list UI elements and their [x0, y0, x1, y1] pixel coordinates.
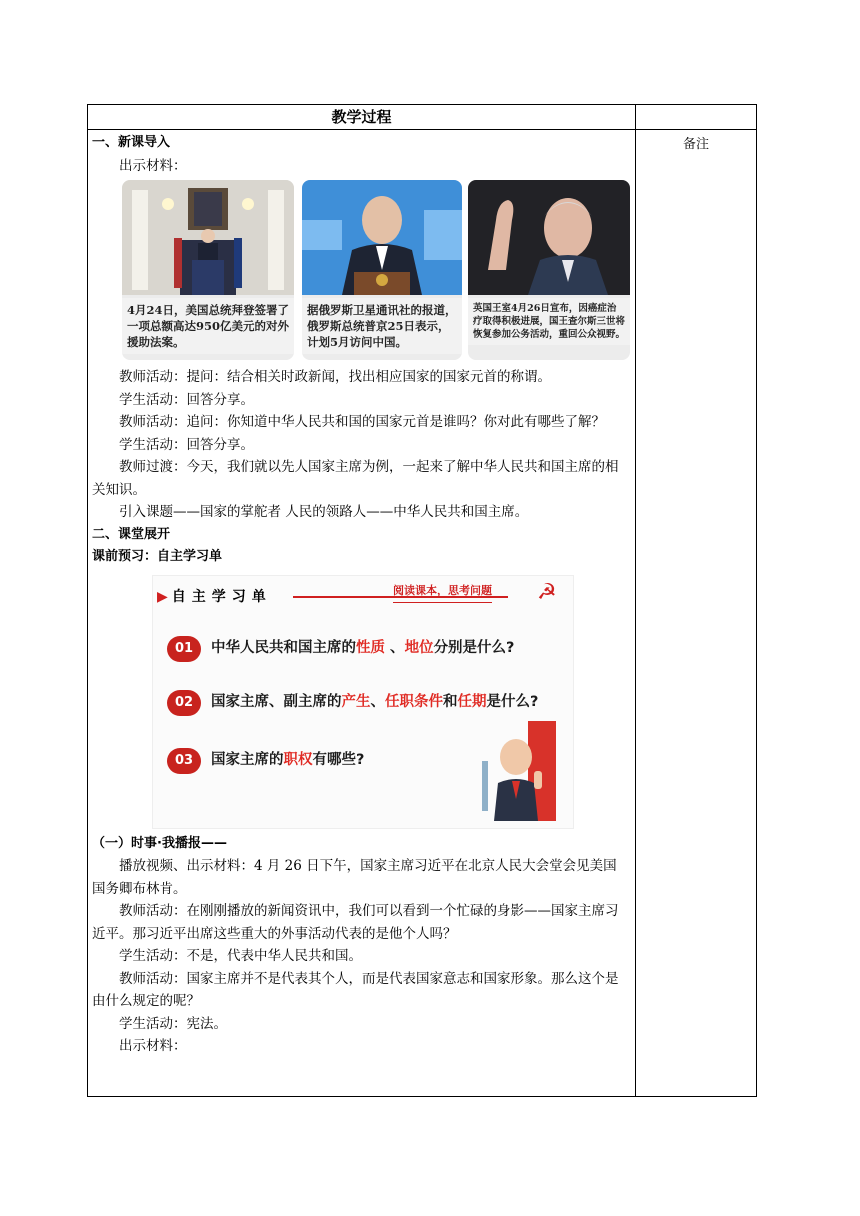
- paragraph: 教师活动：国家主席并不是代表其个人，而是代表国家意志和国家形象。那么这个是由什么规定的呢？: [92, 970, 619, 1009]
- paragraph: 出示材料：: [119, 1038, 187, 1054]
- paragraph: 教师过渡：今天，我们就以先人国家主席为例，一起来了解中华人民共和国主席的相关知识。: [92, 459, 619, 498]
- question-number: 02: [167, 690, 201, 716]
- biden-news-image: [122, 180, 294, 360]
- question-3: [167, 748, 364, 774]
- paragraph: 学生活动：不是，代表中华人民共和国。: [119, 948, 362, 964]
- question-text: 国家主席、副主席的产生、任职条件和任期是什么?: [211, 694, 539, 711]
- paragraph: 播放视频、出示材料：4 月 26 日下午，国家主席习近平在北京人民大会堂会见美国国务卿布林肯。: [92, 858, 617, 897]
- white-house-photo-icon: [122, 180, 294, 295]
- question-number: 01: [167, 636, 201, 662]
- paragraph: 教师活动：在刚刚播放的新闻资讯中，我们可以看到一个忙碌的身影——国家主席习近平。那习近平出席这些重大的外事活动代表的是他个人吗？: [92, 903, 619, 942]
- cartoon-leader-icon: [478, 721, 556, 821]
- king-charles-caption: 英国王室4月26日宣布，因癌症治疗取得积极进展，国王查尔斯三世将恢复参加公务活动，重回公众视野。: [468, 298, 630, 345]
- table-header-row: [88, 105, 756, 130]
- question-number: 03: [167, 748, 201, 774]
- section2-heading: 二、课堂展开: [92, 526, 171, 542]
- paragraph: 学生活动：回答分享。: [119, 391, 254, 408]
- card-title: ▶ 自主学习单: [157, 588, 272, 605]
- waving-king-photo-icon: [468, 180, 630, 295]
- question-text: 国家主席的职权有哪些?: [211, 752, 365, 769]
- press-conference-photo-icon: [302, 180, 462, 295]
- paragraph: 教师活动：追问：你知道中华人民共和国的国家元首是谁吗？你对此有哪些了解？: [119, 414, 605, 430]
- triangle-icon: ▶: [157, 588, 168, 605]
- preview-heading: 课前预习：自主学习单: [92, 549, 223, 564]
- question-2: [167, 690, 538, 716]
- sub1-heading: （一）时事·我播报——: [92, 835, 227, 851]
- section1-heading: 一、新课导入: [92, 135, 171, 150]
- hammer-sickle-icon: ☭: [537, 579, 557, 605]
- show-material-label: 出示材料：: [119, 157, 187, 174]
- putin-news-image: [302, 180, 462, 360]
- table-header-title: 教学过程: [331, 108, 392, 126]
- question-text: 中华人民共和国主席的性质 、地位分别是什么?: [211, 640, 515, 657]
- column-divider: [635, 105, 636, 1096]
- card-tag: 阅读课本，思考问题: [393, 580, 492, 604]
- notes-column-label: 备注: [682, 137, 709, 152]
- lesson-content: [92, 132, 630, 1058]
- self-study-sheet-image: [152, 575, 574, 829]
- paragraph: 引入课题——国家的掌舵者 人民的领路人——中华人民共和国主席。: [119, 504, 529, 520]
- question-1: [167, 636, 514, 662]
- biden-caption: 4月24日，美国总统拜登签署了一项总额高达950亿美元的对外援助法案。: [122, 298, 294, 354]
- lesson-table: [87, 104, 757, 1097]
- paragraph: 教师活动：提问：结合相关时政新闻，找出相应国家的国家元首的称谓。: [119, 369, 551, 385]
- news-image-row: [122, 180, 632, 364]
- paragraph: 学生活动：回答分享。: [119, 436, 254, 453]
- king-charles-news-image: [468, 180, 630, 360]
- putin-caption: 据俄罗斯卫星通讯社的报道，俄罗斯总统普京25日表示，计划5月访问中国。: [302, 298, 462, 354]
- paragraph: 学生活动：宪法。: [119, 1015, 227, 1032]
